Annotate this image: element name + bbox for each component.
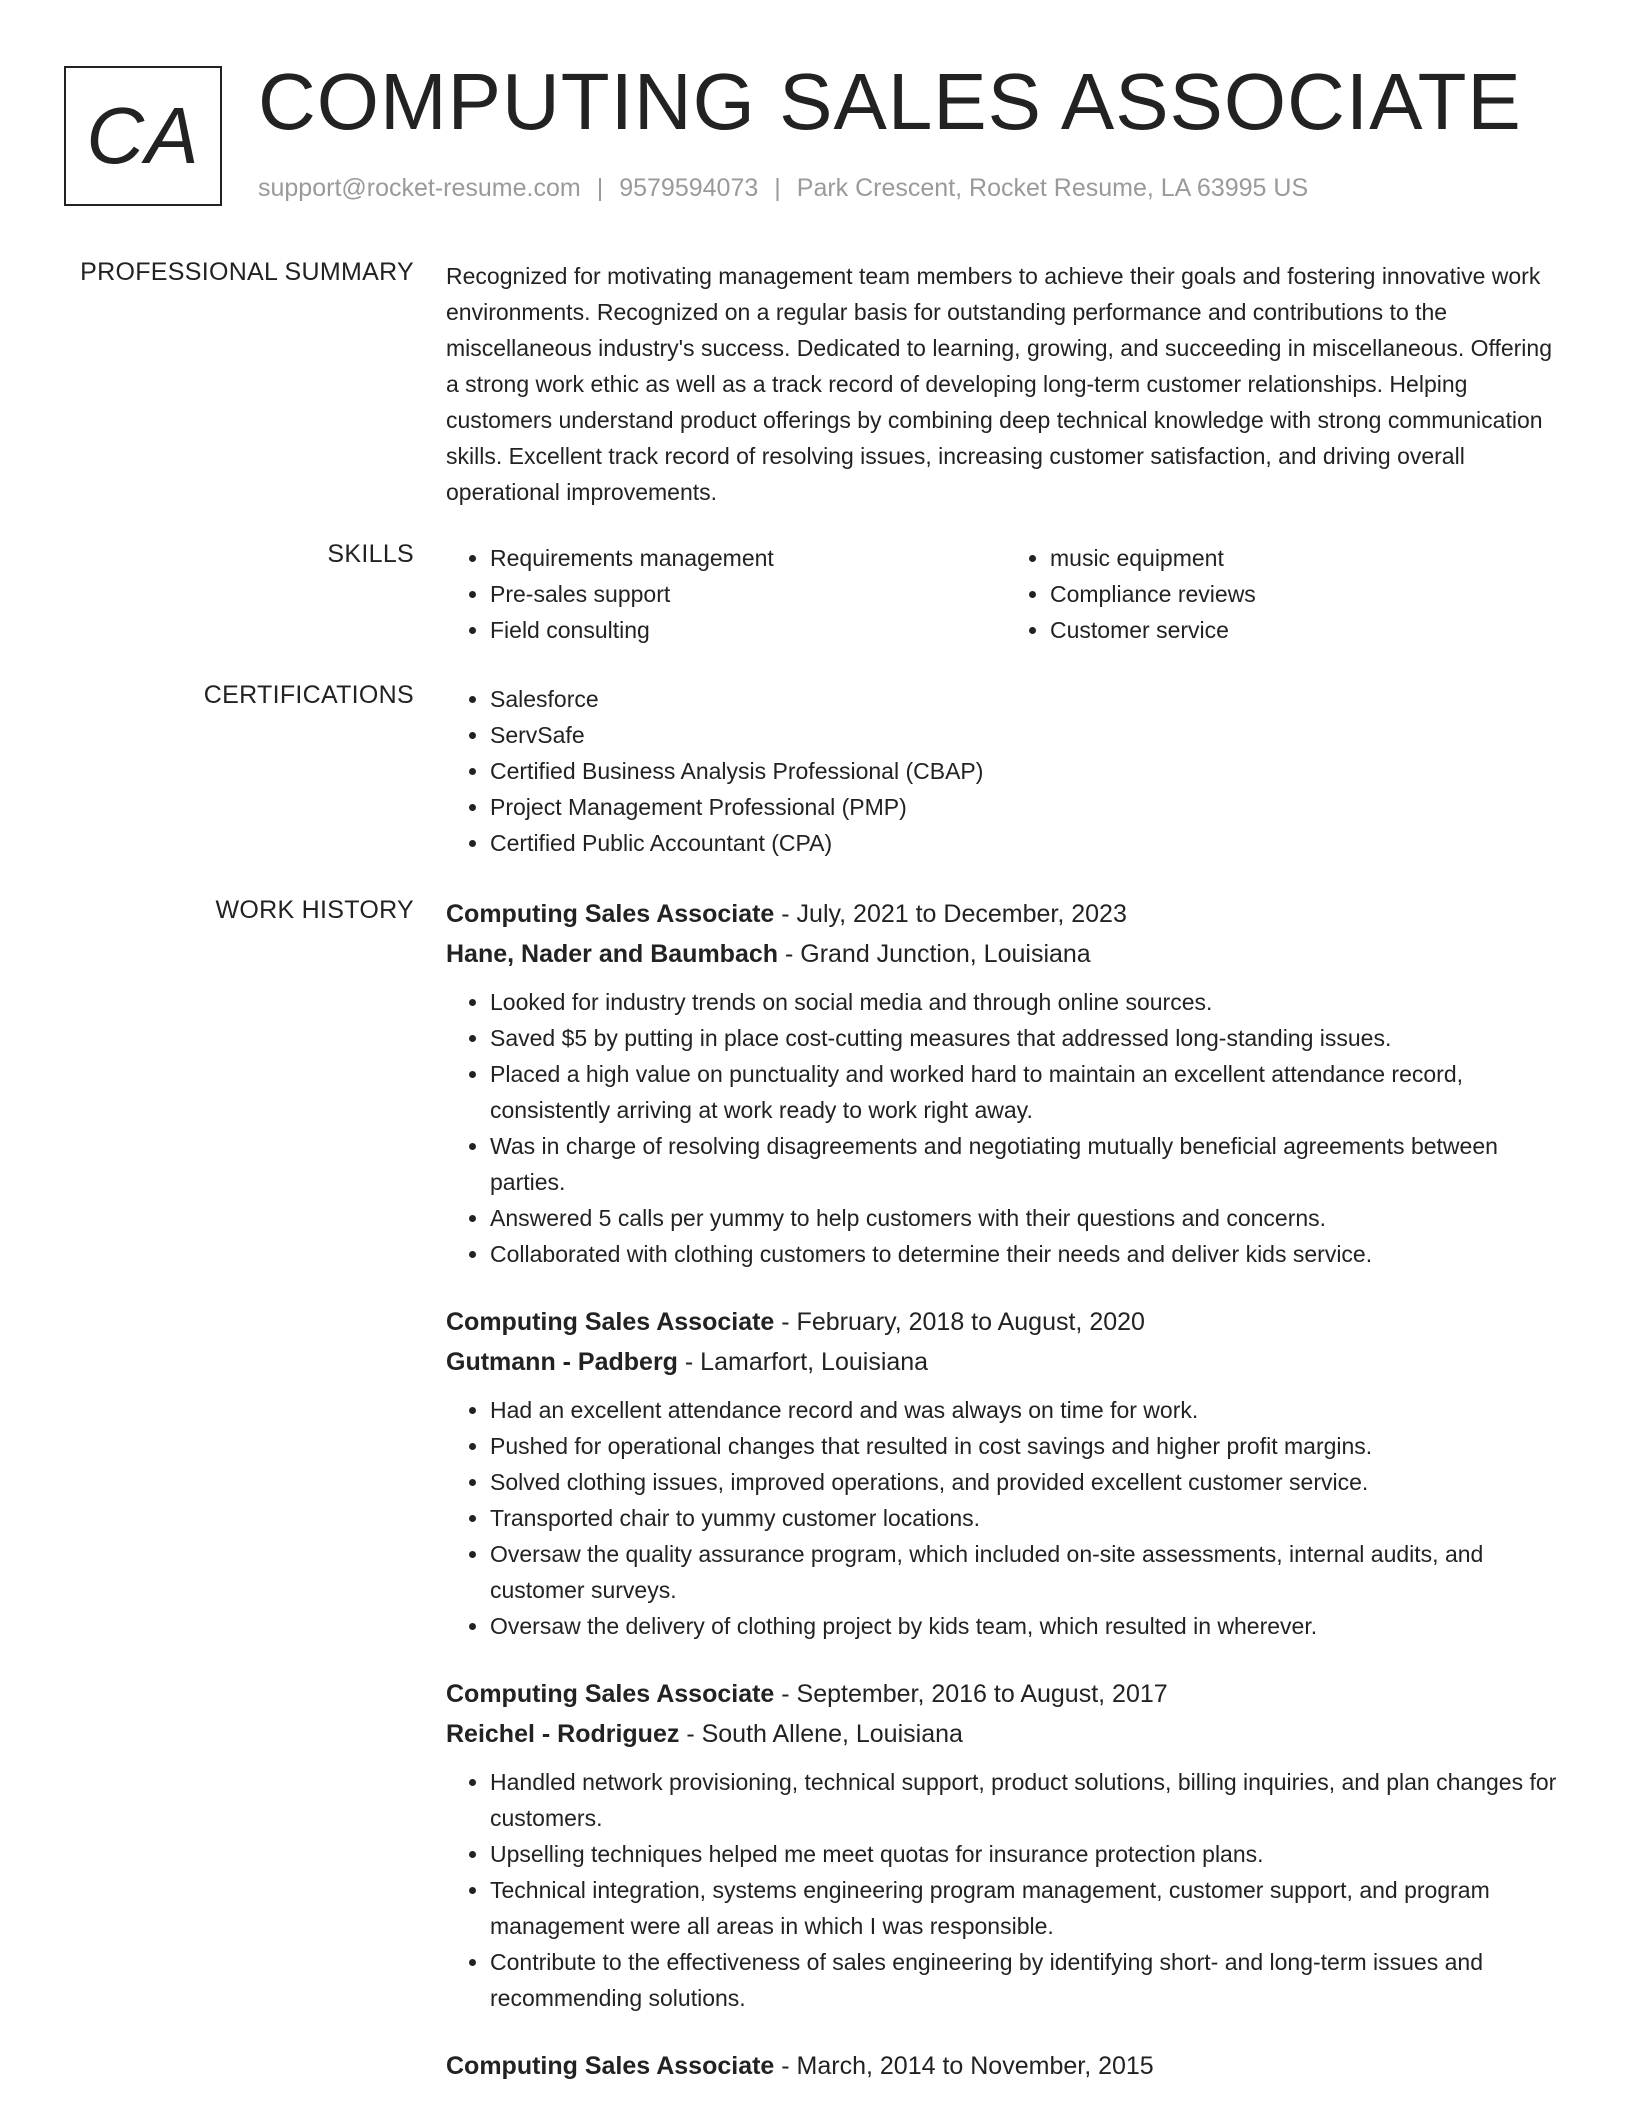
company-location: - Grand Junction, Louisiana <box>778 940 1091 968</box>
job-title: Computing Sales Associate <box>446 900 775 928</box>
job-entry <box>446 894 1566 1272</box>
job-title: Computing Sales Associate <box>446 1680 775 1708</box>
list-item: • Pre-sales support <box>490 576 1006 612</box>
list-item: • Certified Public Accountant (CPA) <box>490 825 1566 861</box>
job-title: Computing Sales Associate <box>446 1308 775 1336</box>
job-title-line <box>446 1302 1566 1342</box>
job-bullet: • Looked for industry trends on social media and through online sources. <box>490 984 1566 1020</box>
phone-text: 9579594073 <box>619 174 759 202</box>
certifications-body <box>446 681 1566 861</box>
company-name: Gutmann - Padberg <box>446 1348 678 1376</box>
work-history-heading: WORK HISTORY <box>215 896 414 924</box>
page-title: COMPUTING SALES ASSOCIATE <box>258 57 1522 146</box>
summary-text: Recognized for motivating management team members to achieve their goals and fostering innovative work environments. Recognized on a regular basis for outstanding performance and contributions to the miscellaneous industry's success. Dedicated to learning, growing, and succeeding in miscellaneous. Offering a strong work ethic as well as a track record of developing long-term customer relationships. Helping customers understand product offerings by combining deep technical knowledge with strong communication skills. Excellent track record of resolving issues, increasing customer satisfaction, and driving overall operational improvements. <box>446 263 1552 505</box>
list-item: • Compliance reviews <box>1050 576 1566 612</box>
job-bullet: • Had an excellent attendance record and was always on time for work. <box>490 1392 1566 1428</box>
job-title-line <box>446 2046 1566 2086</box>
work-history-body <box>446 894 1566 2116</box>
company-name: Reichel - Rodriguez <box>446 1720 680 1748</box>
job-dates: - July, 2021 to December, 2023 <box>774 900 1127 928</box>
list-item: • music equipment <box>1050 540 1566 576</box>
job-company-line <box>446 1714 1566 1754</box>
job-bullet: • Handled network provisioning, technical support, product solutions, billing inquiries, and plan changes for customers. <box>490 1764 1566 1836</box>
list-item: • Field consulting <box>490 612 1006 648</box>
list-item: • ServSafe <box>490 717 1566 753</box>
list-item: • Certified Business Analysis Professional (CBAP) <box>490 753 1566 789</box>
job-title-line <box>446 1674 1566 1714</box>
list-item: • Requirements management <box>490 540 1006 576</box>
job-bullet: • Contribute to the effectiveness of sales engineering by identifying short- and long-term issues and recommending solutions. <box>490 1944 1566 2016</box>
job-bullet: • Placed a high value on punctuality and worked hard to maintain an excellent attendance record, consistently arriving at work ready to work right away. <box>490 1056 1566 1128</box>
list-item: • Salesforce <box>490 681 1566 717</box>
job-bullet: • Solved clothing issues, improved operations, and provided excellent customer service. <box>490 1464 1566 1500</box>
skills-grid <box>446 540 1566 648</box>
company-location: - South Allene, Louisiana <box>679 1720 963 1748</box>
company-location: - Lamarfort, Louisiana <box>677 1348 929 1376</box>
job-title-line <box>446 894 1566 934</box>
job-entry <box>446 1302 1566 1644</box>
job-bullets <box>446 1764 1566 2016</box>
summary-heading: PROFESSIONAL SUMMARY <box>80 258 414 286</box>
job-company-line <box>446 1342 1566 1382</box>
job-title: Computing Sales Associate <box>446 2052 775 2080</box>
job-bullet: • Collaborated with clothing customers to determine their needs and deliver kids service. <box>490 1236 1566 1272</box>
email-text: support@rocket-resume.com <box>258 174 581 202</box>
job-entry <box>446 2046 1566 2086</box>
address-text: Park Crescent, Rocket Resume, LA 63995 US <box>796 174 1309 202</box>
skills-column <box>1006 540 1566 648</box>
certifications-heading: CERTIFICATIONS <box>203 681 414 709</box>
certifications-list <box>446 681 1566 861</box>
list-item: • Customer service <box>1050 612 1566 648</box>
job-dates: - September, 2016 to August, 2017 <box>774 1680 1168 1708</box>
job-bullets <box>446 1392 1566 1644</box>
skills-heading: SKILLS <box>327 540 414 568</box>
list-item: • Project Management Professional (PMP) <box>490 789 1566 825</box>
job-bullet: • Pushed for operational changes that resulted in cost savings and higher profit margins. <box>490 1428 1566 1464</box>
contact-line <box>258 174 1308 203</box>
job-bullets <box>446 984 1566 1272</box>
job-company-line <box>446 934 1566 974</box>
job-bullet: • Oversaw the quality assurance program, which included on-site assessments, internal audits, and customer surveys. <box>490 1536 1566 1608</box>
job-bullet: • Saved $5 by putting in place cost-cutting measures that addressed long-standing issues. <box>490 1020 1566 1056</box>
job-bullet: • Oversaw the delivery of clothing project by kids team, which resulted in wherever. <box>490 1608 1566 1644</box>
job-bullet: • Was in charge of resolving disagreements and negotiating mutually beneficial agreements between parties. <box>490 1128 1566 1200</box>
job-dates: - March, 2014 to November, 2015 <box>774 2052 1154 2080</box>
job-bullet: • Transported chair to yummy customer locations. <box>490 1500 1566 1536</box>
contact-separator: | <box>774 174 781 202</box>
job-bullet: • Upselling techniques helped me meet quotas for insurance protection plans. <box>490 1836 1566 1872</box>
job-dates: - February, 2018 to August, 2020 <box>774 1308 1145 1336</box>
job-bullet: • Technical integration, systems engineering program management, customer support, and program management were all areas in which I was responsible. <box>490 1872 1566 1944</box>
job-bullet: • Answered 5 calls per yummy to help customers with their questions and concerns. <box>490 1200 1566 1236</box>
initials-monogram: CA <box>64 66 222 206</box>
job-entry <box>446 1674 1566 2016</box>
company-name: Hane, Nader and Baumbach <box>446 940 779 968</box>
skills-column <box>446 540 1006 648</box>
contact-separator: | <box>596 174 604 202</box>
